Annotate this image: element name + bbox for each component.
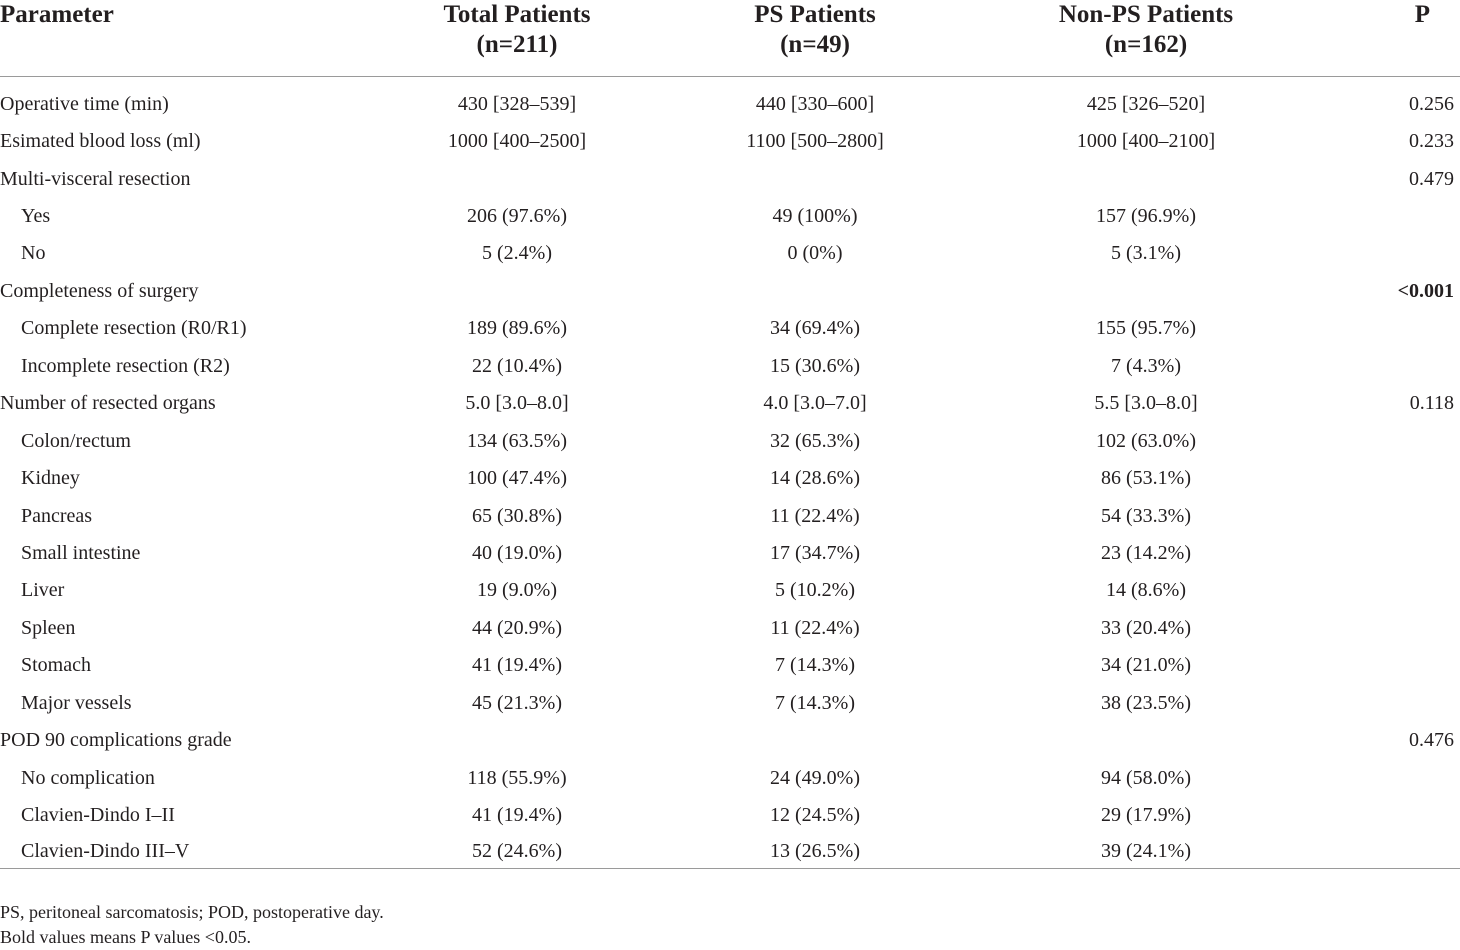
table-header [0,0,1460,77]
header-row [0,0,1460,77]
cell-ps-patients: 14 (28.6%) [770,467,860,490]
table-row [0,122,1460,159]
cell-total-patients: 45 (21.3%) [472,691,562,714]
cell-ps-patients [658,272,972,309]
cell-total-patients [346,721,658,758]
table-row [0,459,1460,496]
cell-parameter: Number of resected organs [0,392,216,415]
table-row [0,310,1460,347]
cell-non-ps-patients: 54 (33.3%) [1101,504,1191,527]
cell-ps-patients: 4.0 [3.0–7.0] [763,392,867,415]
cell-non-ps-patients [972,160,1320,197]
cell-p-value [1320,197,1460,234]
cell-non-ps-patients: 155 (95.7%) [1096,317,1196,340]
cell-total-patients [346,272,658,309]
cell-ps-patients: 1100 [500–2800] [746,130,884,153]
cell-non-ps-patients: 5.5 [3.0–8.0] [1094,392,1198,415]
cell-parameter: Stomach [21,654,91,677]
cell-total-patients [346,160,658,197]
cell-non-ps-patients: 1000 [400–2100] [1076,130,1216,153]
cell-total-patients: 189 (89.6%) [467,317,567,340]
table-row [0,572,1460,609]
cell-total-patients: 41 (19.4%) [472,804,562,827]
cell-ps-patients: 12 (24.5%) [770,804,860,827]
table-row [0,497,1460,534]
cell-p-value: 0.233 [1409,130,1454,153]
cell-p-value [1320,834,1460,869]
header-line: (n=162) [1104,31,1188,58]
footnote-abbreviations: PS, peritoneal sarcomatosis; POD, postoperative day. [0,902,384,922]
cell-total-patients: 118 (55.9%) [467,766,567,789]
header-total-patients [346,0,658,77]
cell-ps-patients: 5 (10.2%) [775,579,855,602]
table-row [0,77,1460,123]
cell-parameter: Colon/rectum [21,429,131,452]
cell-ps-patients: 24 (49.0%) [770,766,860,789]
cell-ps-patients: 15 (30.6%) [770,354,860,377]
cell-p-value: 0.118 [1409,392,1454,415]
cell-non-ps-patients [972,272,1320,309]
cell-p-value [1320,647,1460,684]
cell-ps-patients [658,721,972,758]
cell-parameter: Completeness of surgery [0,279,199,302]
cell-p-value: 0.256 [1409,92,1454,115]
cell-non-ps-patients: 29 (17.9%) [1101,804,1191,827]
cell-parameter: Pancreas [21,504,93,527]
cell-total-patients: 22 (10.4%) [472,354,562,377]
cell-non-ps-patients: 425 [326–520] [1086,92,1206,115]
cell-non-ps-patients: 34 (21.0%) [1101,654,1191,677]
cell-parameter: Multi-visceral resection [0,167,191,190]
table-row [0,534,1460,571]
table-row [0,347,1460,384]
cell-p-value: 0.479 [1409,167,1454,190]
header-line: Parameter [0,1,114,28]
cell-parameter: Yes [21,205,51,228]
cell-p-value: 0.476 [1409,729,1454,752]
table-body [0,77,1460,869]
cell-p-value [1320,497,1460,534]
cell-non-ps-patients: 5 (3.1%) [1111,242,1181,265]
cell-total-patients: 134 (63.5%) [467,429,567,452]
cell-ps-patients: 0 (0%) [787,242,843,265]
cell-non-ps-patients: 39 (24.1%) [972,834,1320,869]
cell-parameter: Incomplete resection (R2) [21,354,230,377]
table-footnotes [0,900,384,950]
table-row [0,609,1460,646]
table-row [0,422,1460,459]
cell-ps-patients [658,160,972,197]
table-row [0,235,1460,272]
header-ps-patients [658,0,972,77]
cell-ps-patients: 32 (65.3%) [770,429,860,452]
cell-ps-patients: 7 (14.3%) [775,654,855,677]
cell-non-ps-patients: 102 (63.0%) [1096,429,1196,452]
footnote-bold-values: Bold values means P values <0.05. [0,927,251,947]
table-row [0,834,1460,869]
cell-p-value [1320,534,1460,571]
header-line: PS Patients [754,1,876,28]
cell-p-value [1320,609,1460,646]
cell-non-ps-patients: 38 (23.5%) [1101,691,1191,714]
cell-non-ps-patients: 157 (96.9%) [1096,205,1196,228]
cell-p-value: <0.001 [1397,279,1454,302]
cell-parameter: Small intestine [21,541,141,564]
header-line: (n=211) [476,31,558,58]
table-row [0,796,1460,833]
cell-parameter: Liver [21,579,65,602]
table-row [0,385,1460,422]
cell-p-value [1320,459,1460,496]
cell-total-patients: 65 (30.8%) [472,504,562,527]
cell-non-ps-patients: 23 (14.2%) [1101,541,1191,564]
cell-parameter: POD 90 complications grade [0,729,232,752]
cell-p-value [1320,235,1460,272]
cell-parameter: Complete resection (R0/R1) [21,317,247,340]
cell-ps-patients: 11 (22.4%) [770,504,860,527]
cell-p-value [1320,347,1460,384]
table-row [0,197,1460,234]
header-non-ps-patients [972,0,1320,77]
cell-ps-patients: 49 (100%) [772,205,858,228]
cell-ps-patients: 11 (22.4%) [770,616,860,639]
cell-parameter: Clavien-Dindo I–II [21,804,175,827]
cell-total-patients: 52 (24.6%) [346,834,658,869]
cell-total-patients: 1000 [400–2500] [447,130,587,153]
cell-total-patients: 430 [328–539] [457,92,577,115]
cell-ps-patients: 17 (34.7%) [770,541,860,564]
cell-p-value [1320,310,1460,347]
table-row [0,759,1460,796]
table-row [0,647,1460,684]
table-row [0,721,1460,758]
cell-p-value [1320,759,1460,796]
cell-ps-patients: 34 (69.4%) [770,317,860,340]
cell-parameter: Major vessels [21,691,132,714]
cell-total-patients: 206 (97.6%) [467,205,567,228]
cell-ps-patients: 7 (14.3%) [775,691,855,714]
table-row [0,160,1460,197]
cell-parameter: Operative time (min) [0,92,169,115]
cell-total-patients: 5 (2.4%) [482,242,552,265]
cell-parameter: No [21,242,46,265]
cell-parameter: Spleen [21,616,76,639]
header-line: Total Patients [443,1,591,28]
table-row [0,272,1460,309]
cell-non-ps-patients: 86 (53.1%) [1101,467,1191,490]
cell-parameter: Kidney [21,467,80,490]
cell-total-patients: 44 (20.9%) [472,616,562,639]
header-line: Non-PS Patients [1058,1,1234,28]
cell-total-patients: 40 (19.0%) [472,541,562,564]
header-line: P [1414,1,1430,28]
cell-p-value [1320,796,1460,833]
cell-p-value [1320,572,1460,609]
cell-parameter: Clavien-Dindo III–V [0,834,346,869]
cell-non-ps-patients: 94 (58.0%) [1101,766,1191,789]
cell-parameter: Esimated blood loss (ml) [0,130,201,153]
header-line: (n=49) [780,31,850,58]
header-parameter [0,0,346,77]
table-row [0,684,1460,721]
cell-p-value [1320,422,1460,459]
header-p-value [1320,0,1460,77]
cell-total-patients: 19 (9.0%) [477,579,557,602]
cell-ps-patients: 13 (26.5%) [658,834,972,869]
cell-non-ps-patients [972,721,1320,758]
cell-total-patients: 41 (19.4%) [472,654,562,677]
cell-p-value [1320,684,1460,721]
cell-ps-patients: 440 [330–600] [755,92,875,115]
cell-non-ps-patients: 33 (20.4%) [1101,616,1191,639]
cell-total-patients: 100 (47.4%) [467,467,567,490]
cell-non-ps-patients: 14 (8.6%) [1106,579,1186,602]
cell-non-ps-patients: 7 (4.3%) [1111,354,1181,377]
cell-parameter: No complication [21,766,155,789]
cell-total-patients: 5.0 [3.0–8.0] [465,392,569,415]
